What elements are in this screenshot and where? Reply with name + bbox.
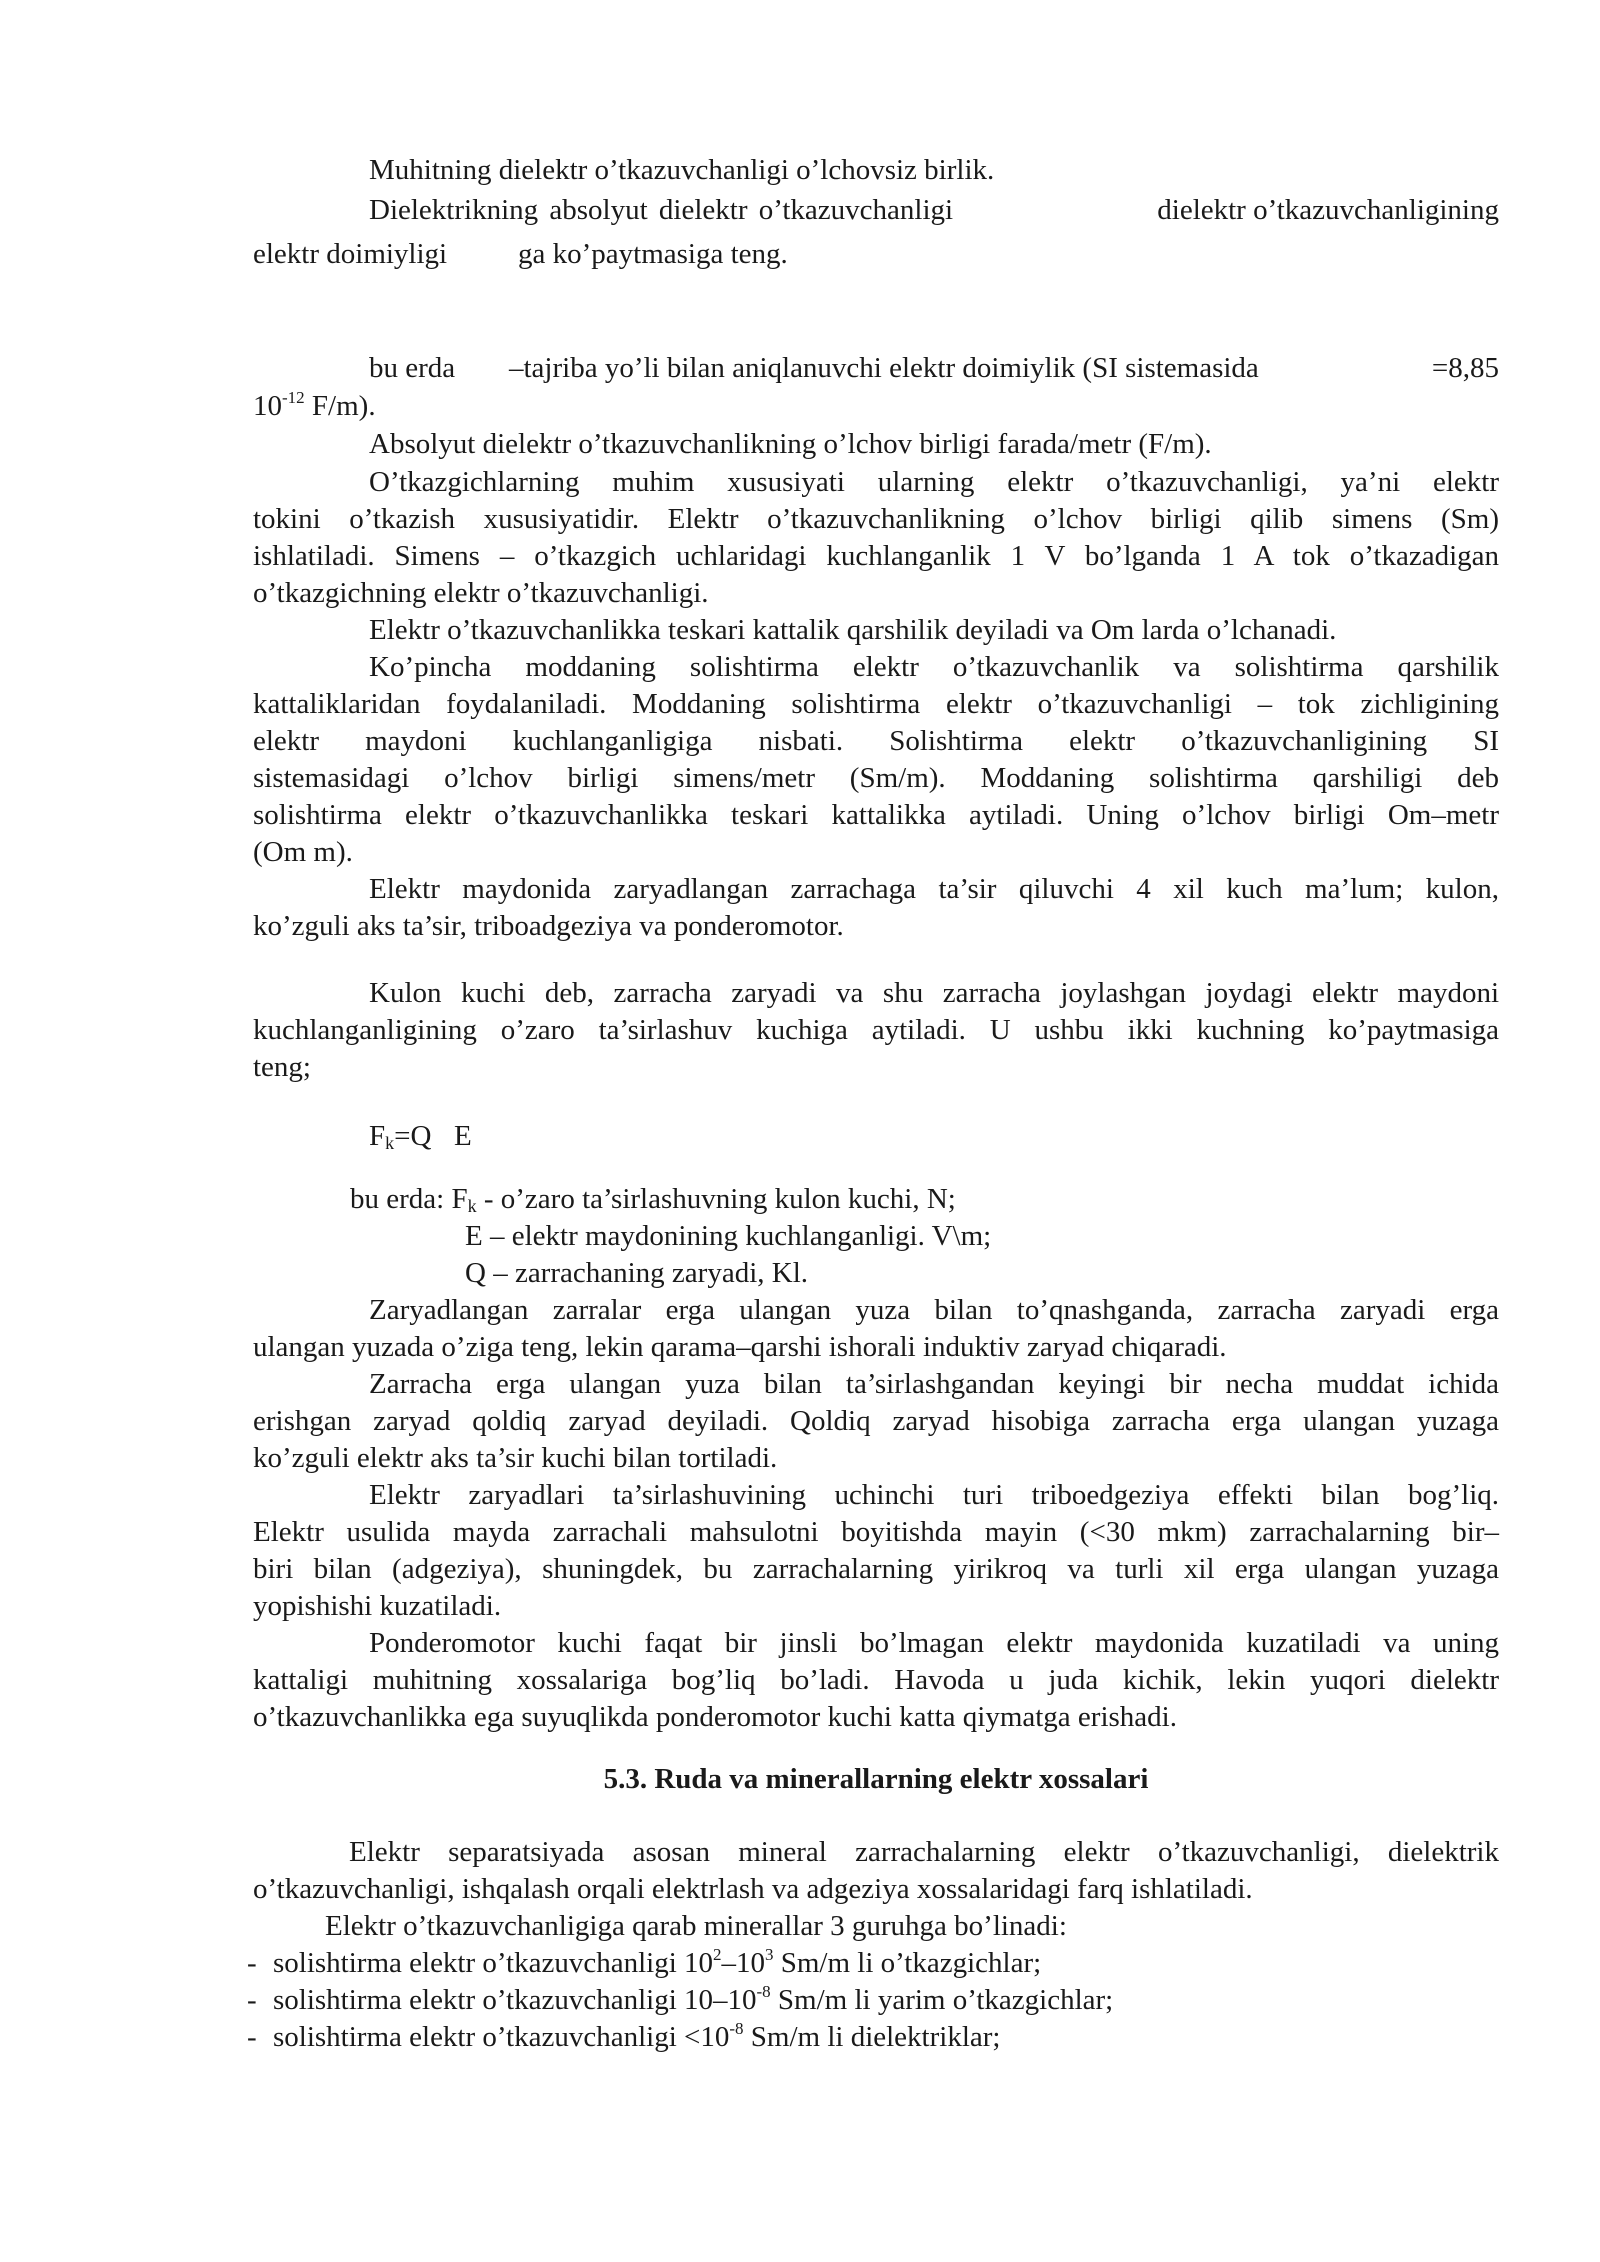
list-item-text: solishtirma elektr o’tkazuvchanligi 10–10 (273, 1984, 757, 2016)
paragraph-line: teng; (253, 1051, 311, 1083)
superscript: -12 (282, 388, 305, 407)
paragraph-line (253, 192, 1499, 228)
superscript: -8 (756, 1982, 771, 2001)
paragraph-line: Zarracha erga ulangan yuza bilan ta’sirlashgandan keyingi bir necha muddat ichida (369, 1368, 1499, 1400)
formula-symbol: F (451, 1183, 468, 1215)
paragraph-line: Elektr o’tkazuvchanligiga qarab minerallar 3 guruhga bo’linadi: (325, 1910, 1067, 1942)
paragraph-line: Ponderomotor kuchi faqat bir jinsli bo’lmagan elektr maydonida kuzatiladi va uning (369, 1627, 1499, 1659)
paragraph-line: Elektr usulida mayda zarrachali mahsulotni boyitishda mayin (<30 mkm) zarrachalarning bir– (253, 1516, 1499, 1548)
paragraph-line: ko’zguli elektr aks ta’sir kuchi bilan tortiladi. (253, 1442, 778, 1474)
list-item (247, 1982, 1113, 2018)
paragraph-text: 10 (253, 390, 282, 422)
list-item-text: Sm/m li o’tkazgichlar; (773, 1947, 1042, 1979)
paragraph-text: bu erda (369, 352, 456, 384)
formula-symbol: =Q (394, 1120, 432, 1152)
paragraph-line: Elektr zaryadlari ta’sirlashuvining uchinchi turi triboedgeziya effekti bilan bog’liq. (369, 1479, 1499, 1511)
paragraph-line (253, 350, 1499, 386)
paragraph-line: ulangan yuzada o’ziga teng, lekin qarama–qarshi ishorali induktiv zaryad chiqaradi. (253, 1331, 1227, 1363)
paragraph-line: elektr maydoni kuchlanganligiga nisbati. Solishtirma elektr o’tkazuvchanligining SI (253, 725, 1499, 757)
superscript: -8 (729, 2019, 744, 2038)
list-item-text: solishtirma elektr o’tkazuvchanligi 10 (273, 1947, 713, 1979)
paragraph-line: sistemasidagi o’lchov birligi simens/metr (Sm/m). Moddaning solishtirma qarshiligi deb (253, 762, 1499, 794)
paragraph-text: bu erda: (350, 1183, 452, 1215)
paragraph-line: yopishishi kuzatiladi. (253, 1590, 502, 1622)
paragraph-line: (Om m). (253, 836, 353, 868)
paragraph-line: kattaligi muhitning xossalariga bog’liq bo’ladi. Havoda u juda kichik, lekin yuqori dielektr (253, 1664, 1499, 1696)
where-line: Q – zarrachaning zaryadi, Kl. (465, 1257, 809, 1289)
list-item-text: –10 (721, 1947, 765, 1979)
superscript: 2 (713, 1945, 722, 1964)
paragraph-text: F/m). (304, 390, 376, 422)
list-bullet: - (247, 1947, 257, 1979)
list-item (247, 2019, 1000, 2055)
paragraph-line (253, 152, 1499, 188)
paragraph-line: tokini o’tkazish xususiyatidir. Elektr o’tkazuvchanlikning o’lchov birligi qilib simens (Sm) (253, 503, 1499, 535)
list-bullet: - (247, 2021, 257, 2053)
paragraph-line: Elektr o’tkazuvchanlikka teskari kattalik qarshilik deyiladi va Om larda o’lchanadi. (369, 614, 1337, 646)
paragraph-line: o’tkazuvchanligi, ishqalash orqali elektrlash va adgeziya xossalaridagi farq ishlatiladi. (253, 1873, 1253, 1905)
section-heading: 5.3. Ruda va minerallarning elektr xossalari (603, 1763, 1149, 1795)
paragraph-text: =8,85 (1431, 352, 1499, 384)
paragraph-line: Ko’pincha moddaning solishtirma elektr o’tkazuvchanlik va solishtirma qarshilik (369, 651, 1499, 683)
formula-symbol: E (454, 1120, 472, 1152)
where-line: E – elektr maydonining kuchlanganligi. V\m; (465, 1220, 992, 1252)
paragraph-line: Elektr separatsiyada asosan mineral zarrachalarning elektr o’tkazuvchanligi, dielektrik (349, 1836, 1499, 1868)
paragraph-line: kattaliklaridan foydalaniladi. Moddaning solishtirma elektr o’tkazuvchanligi – tok zichligining (253, 688, 1499, 720)
paragraph-line: biri bilan (adgeziya), shuningdek, bu zarrachalarning yirikroq va turli xil erga ulangan yuzaga (253, 1553, 1499, 1585)
list-item (247, 1945, 1041, 1981)
paragraph-text: –tajriba yo’li bilan aniqlanuvchi elektr doimiylik (SI sistemasida (509, 352, 1259, 384)
list-item-text: Sm/m li dielektriklar; (743, 2021, 1001, 2053)
subscript: k (385, 1133, 395, 1153)
subscript: k (467, 1196, 477, 1216)
list-item-text: Sm/m li yarim o’tkazgichlar; (770, 1984, 1114, 2016)
paragraph-line: Elektr maydonida zaryadlangan zarrachaga ta’sir qiluvchi 4 xil kuch ma’lum; kulon, (369, 873, 1499, 905)
paragraph-line: o’tkazgichning elektr o’tkazuvchanligi. (253, 577, 709, 609)
paragraph-line: Kulon kuchi deb, zarracha zaryadi va shu zarracha joylashgan joydagi elektr maydoni (369, 977, 1499, 1009)
paragraph-text: Absolyut dielektr o’tkazuvchanlikning o’lchov birligi farada/metr (F/m). (369, 428, 1212, 460)
paragraph-text: Muhitning dielektr o’tkazuvchanligi o’lchovsiz birlik. (369, 154, 995, 186)
paragraph-line: O’tkazgichlarning muhim xususiyati ularning elektr o’tkazuvchanligi, ya’ni elektr (369, 466, 1499, 498)
paragraph-line: solishtirma elektr o’tkazuvchanlikka teskari kattalikka aytiladi. Uning o’lchov birligi Om–metr (253, 799, 1499, 831)
list-item-text: solishtirma elektr o’tkazuvchanligi <10 (273, 2021, 730, 2053)
list-bullet: - (247, 1984, 257, 2016)
formula-symbol: F (369, 1120, 386, 1152)
paragraph-text: elektr doimiyligi (253, 238, 448, 270)
paragraph-line (253, 236, 1499, 272)
paragraph-line (253, 426, 1499, 462)
paragraph-line: ko’zguli aks ta’sir, triboadgeziya va ponderomotor. (253, 910, 844, 942)
paragraph-line: Zaryadlangan zarralar erga ulangan yuza bilan to’qnashganda, zarracha zaryadi erga (369, 1294, 1499, 1326)
formula (253, 1118, 1499, 1154)
paragraph-text: - o’zaro ta’sirlashuvning kulon kuchi, N; (476, 1183, 956, 1215)
superscript: 3 (765, 1945, 774, 1964)
paragraph-line: kuchlanganligining o’zaro ta’sirlashuv kuchiga aytiladi. U ushbu ikki kuchning ko’paytmasiga (253, 1014, 1499, 1046)
paragraph-text: dielektr o’tkazuvchanligining (1157, 194, 1499, 226)
paragraph-text: ga ko’paytmasiga teng. (518, 238, 788, 270)
paragraph-line: erishgan zaryad qoldiq zaryad deyiladi. Qoldiq zaryad hisobiga zarracha erga ulangan yuzaga (253, 1405, 1499, 1437)
paragraph-line: o’tkazuvchanlikka ega suyuqlikda ponderomotor kuchi katta qiymatga erishadi. (253, 1701, 1177, 1733)
paragraph-line: ishlatiladi. Simens – o’tkazgich uchlaridagi kuchlanganlik 1 V bo’lganda 1 A tok o’tkazadigan (253, 540, 1499, 572)
paragraph-line (253, 388, 1499, 424)
where-line (350, 1181, 956, 1217)
paragraph-text: Dielektrikning absolyut dielektr o’tkazuvchanligi (369, 194, 954, 226)
